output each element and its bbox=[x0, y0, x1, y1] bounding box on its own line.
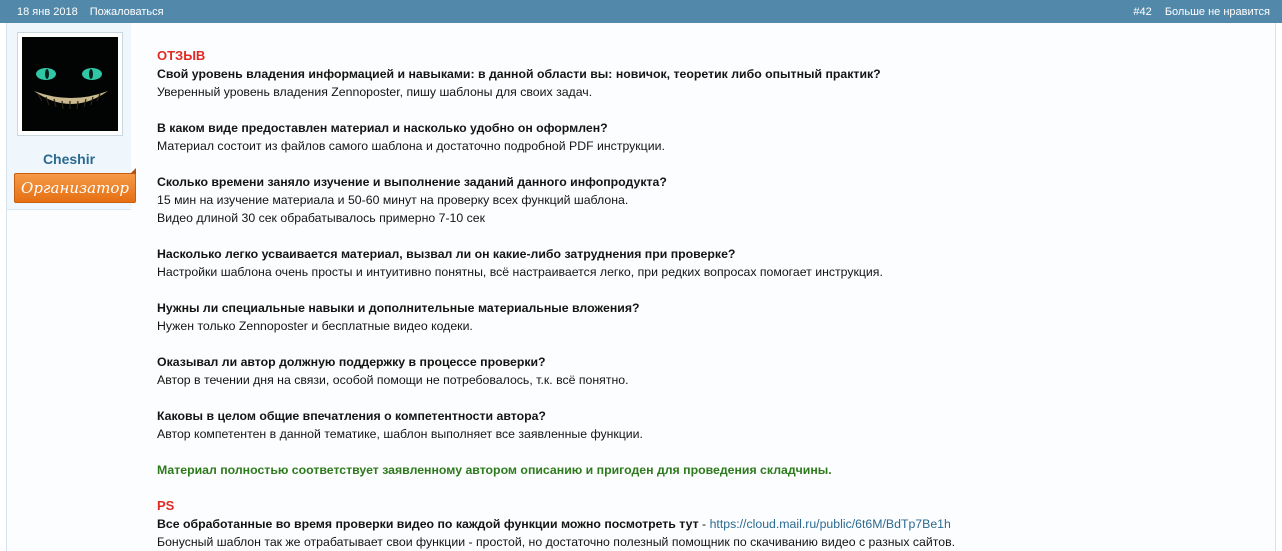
ps-line bbox=[157, 515, 1257, 533]
unlike-link[interactable]: Больше не нравится bbox=[1164, 6, 1270, 18]
avatar-left-eye-icon bbox=[35, 67, 57, 81]
post-body bbox=[157, 47, 1257, 551]
ps-separator: - bbox=[698, 517, 710, 531]
conclusion: Материал полностью соответствует заявленному автором описанию и пригоден для проведения складчины. bbox=[157, 463, 832, 477]
post-header-bar bbox=[0, 0, 1282, 23]
post-date[interactable]: 18 янв 2018 bbox=[17, 6, 78, 18]
answer-4: Настройки шаблона очень просты и интуитивно понятны, всё настраивается легко, при редких вопросах помогает инструкция. bbox=[157, 265, 883, 279]
question-2: В каком виде предоставлен материал и насколько удобно он оформлен? bbox=[157, 121, 608, 135]
avatar-frame[interactable] bbox=[17, 32, 123, 136]
post-number-link[interactable]: #42 bbox=[1133, 6, 1152, 18]
report-link[interactable]: Пожаловаться bbox=[89, 6, 164, 18]
answer-2: Материал состоит из файлов самого шаблона и достаточно подробной PDF инструкции. bbox=[157, 139, 665, 153]
user-info-panel bbox=[7, 23, 131, 210]
question-1: Свой уровень владения информацией и навыками: в данной области вы: новичок, теоретик либо опытный практик? bbox=[157, 67, 881, 81]
answer-6: Автор в течении дня на связи, особой помощи не потребовалось, т.к. всё понятно. bbox=[157, 373, 629, 387]
question-5: Нужны ли специальные навыки и дополнительные материальные вложения? bbox=[157, 301, 640, 315]
user-title-badge: Организатор bbox=[14, 173, 136, 203]
review-heading: ОТЗЫВ bbox=[157, 48, 206, 63]
answer-1: Уверенный уровень владения Zennoposter, пишу шаблоны для своих задач. bbox=[157, 85, 593, 99]
answer-5: Нужен только Zennoposter и бесплатные видео кодеки. bbox=[157, 319, 473, 333]
username[interactable]: Cheshir bbox=[42, 151, 96, 167]
avatar-grin-icon bbox=[32, 87, 110, 115]
cloud-link[interactable]: https://cloud.mail.ru/public/6t6M/BdTp7Be1h bbox=[709, 517, 951, 531]
ps-text: Все обработанные во время проверки видео по каждой функции можно посмотреть тут bbox=[157, 517, 699, 531]
question-7: Каковы в целом общие впечатления о компетентности автора? bbox=[157, 409, 546, 423]
avatar-right-eye-icon bbox=[81, 67, 103, 81]
answer-3-line-2: Видео длиной 30 сек обрабатывалось примерно 7-10 сек bbox=[157, 211, 486, 225]
question-6: Оказывал ли автор должную поддержку в процессе проверки? bbox=[157, 355, 546, 369]
question-4: Насколько легко усваивается материал, вызвал ли он какие-либо затруднения при проверке? bbox=[157, 247, 736, 261]
post-container bbox=[6, 23, 1276, 551]
answer-3-line-1: 15 мин на изучение материала и 50-60 минут на проверку всех функций шаблона. bbox=[157, 193, 629, 207]
ps-bonus: Бонусный шаблон так же отрабатывает свои функции - простой, но достаточно полезный помощник по скачиванию видео с разных сайтов. bbox=[157, 535, 956, 549]
ps-heading: PS bbox=[157, 498, 175, 513]
question-3: Сколько времени заняло изучение и выполнение заданий данного инфопродукта? bbox=[157, 175, 667, 189]
avatar[interactable] bbox=[22, 37, 118, 131]
answer-7: Автор компетентен в данной тематике, шаблон выполняет все заявленные функции. bbox=[157, 427, 643, 441]
